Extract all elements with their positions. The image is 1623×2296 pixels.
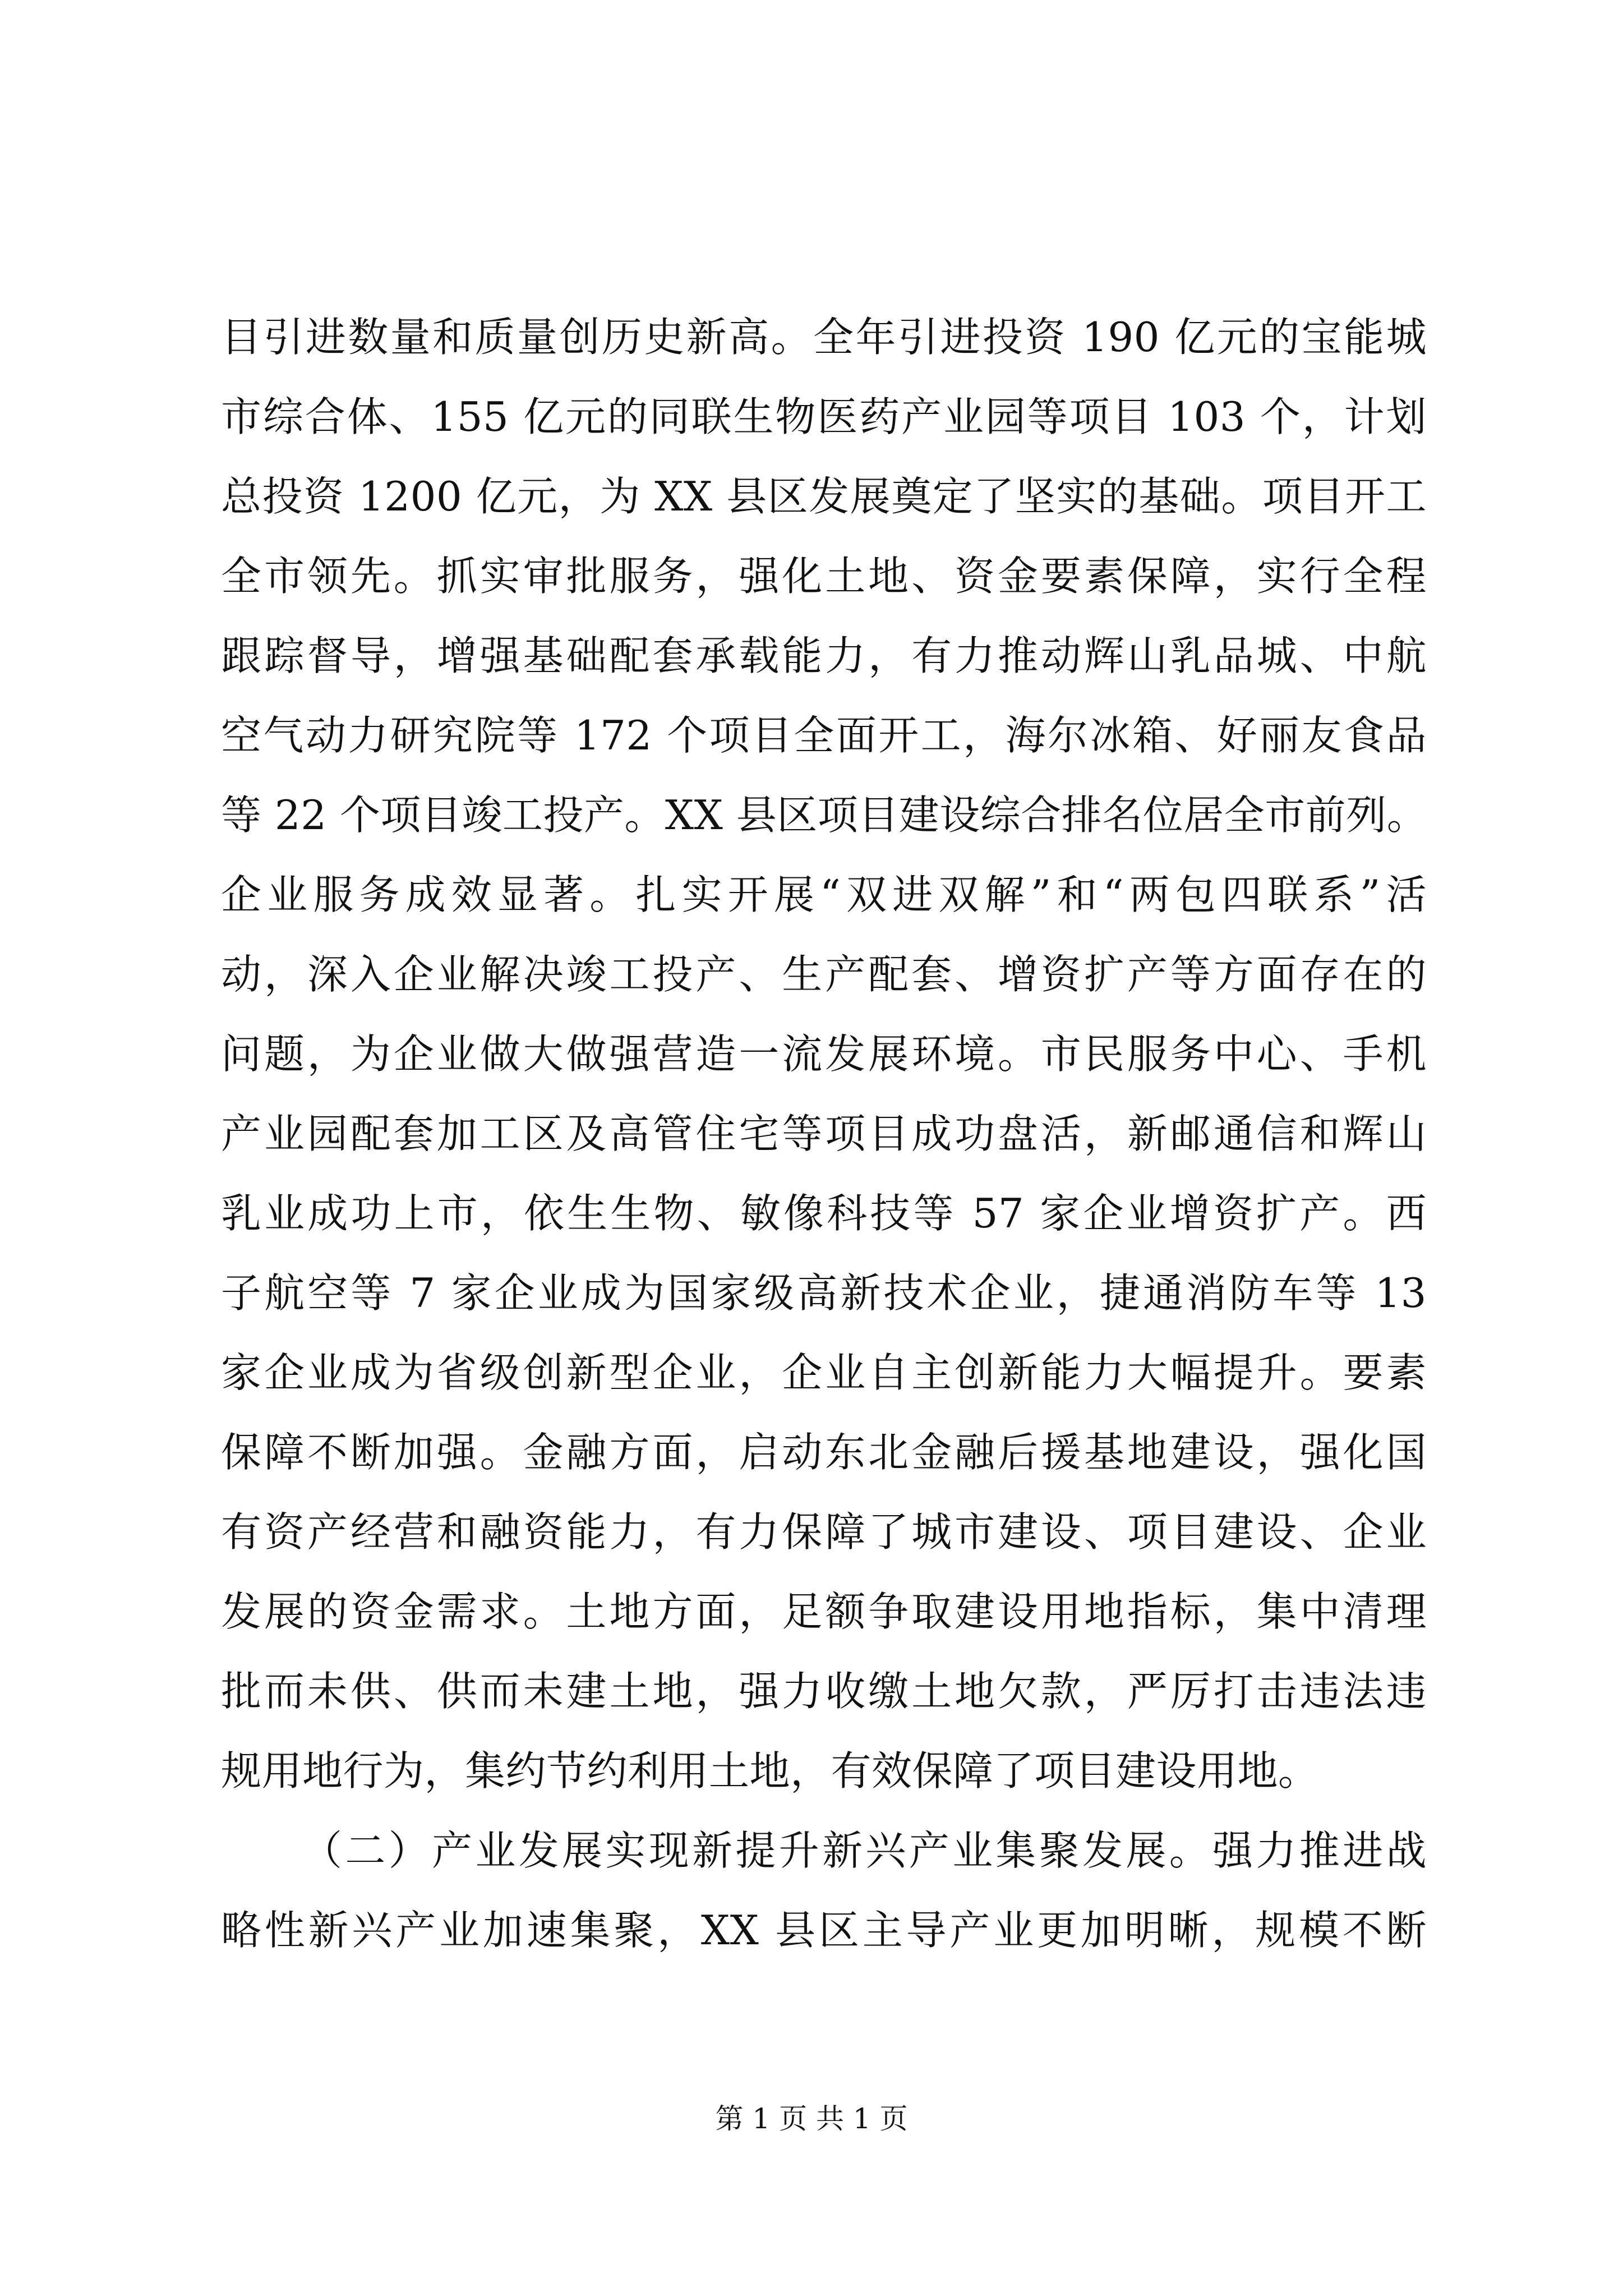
text-line: 产业园配套加工区及高管住宅等项目成功盘活，新邮通信和辉山: [221, 1110, 1427, 1157]
text-line: 跟踪督导，增强基础配套承载能力，有力推动辉山乳品城、中航: [221, 632, 1427, 679]
text-line: 乳业成功上市，依生生物、敏像科技等 57 家企业增资扩产。西: [221, 1190, 1427, 1237]
text-line: 市综合体、155 亿元的同联生物医药产业园等项目 103 个，计划: [221, 393, 1427, 440]
section-heading-line: （二）产业发展实现新提升新兴产业集聚发展。强力推进战: [302, 1827, 1427, 1874]
text-line: 企业服务成效显著。扎实开展“双进双解”和“两包四联系”活: [221, 871, 1427, 918]
text-line: 空气动力研究院等 172 个项目全面开工，海尔冰箱、好丽友食品: [221, 712, 1427, 759]
text-line: 问题，为企业做大做强营造一流发展环境。市民服务中心、手机: [221, 1030, 1427, 1078]
text-line: 家企业成为省级创新型企业，企业自主创新能力大幅提升。要素: [221, 1349, 1427, 1396]
page-footer: 第 1 页 共 1 页: [715, 2102, 908, 2135]
text-line: 发展的资金需求。土地方面，足额争取建设用地指标，集中清理: [221, 1588, 1427, 1635]
text-line: 目引进数量和质量创历史新高。全年引进投资 190 亿元的宝能城: [221, 314, 1427, 361]
body-text: [221, 297, 1427, 1970]
text-line: 动，深入企业解决竣工投产、生产配套、增资扩产等方面存在的: [221, 951, 1427, 998]
text-line: 批而未供、供而未建土地，强力收缴土地欠款，严厉打击违法违: [221, 1668, 1427, 1715]
text-line: 有资产经营和融资能力，有力保障了城市建设、项目建设、企业: [221, 1508, 1427, 1556]
text-line: 保障不断加强。金融方面，启动东北金融后援基地建设，强化国: [221, 1429, 1427, 1476]
text-line: 等 22 个项目竣工投产。XX 县区项目建设综合排名位居全市前列。: [221, 792, 1428, 839]
text-line: 总投资 1200 亿元，为 XX 县区发展奠定了坚实的基础。项目开工: [221, 473, 1427, 520]
text-line: 略性新兴产业加速集聚，XX 县区主导产业更加明晰，规模不断: [221, 1907, 1427, 1954]
text-line: 子航空等 7 家企业成为国家级高新技术企业，捷通消防车等 13: [221, 1269, 1427, 1317]
text-line: 规用地行为，集约节约利用土地，有效保障了项目建设用地。: [221, 1747, 1319, 1795]
text-line: 全市领先。抓实审批服务，强化土地、资金要素保障，实行全程: [221, 553, 1427, 600]
